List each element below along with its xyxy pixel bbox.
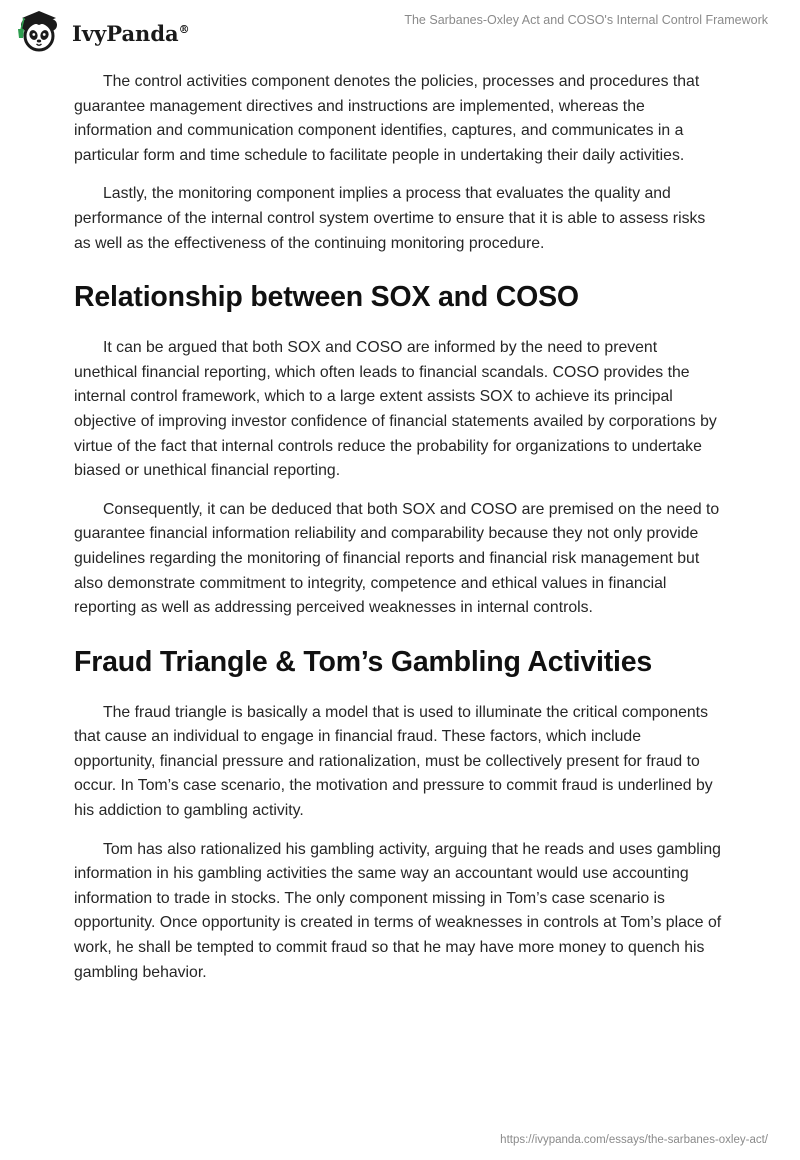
document-title: The Sarbanes-Oxley Act and COSO's Internal Control Framework — [404, 13, 768, 27]
ivypanda-logo[interactable] — [14, 8, 190, 56]
paragraph: Tom has also rationalized his gambling activity, arguing that he reads and uses gambling information in his gambling activities the same way an accountant would use accounting information to trade in stocks. The only component missing in Tom’s case scenario is opportunity. Once opportunity is created in terms of weaknesses in controls at Tom’s place of work, he shall be tempted to commit fraud so that he may have more money to quench his gambling behavior. — [74, 840, 722, 981]
section-heading-sox-coso: Relationship between SOX and COSO — [74, 281, 579, 314]
paragraph: Consequently, it can be deduced that both SOX and COSO are premised on the need to guarantee financial information reliability and comparability because they not only provide guidelines regarding the monitoring of financial reports and financial risk management but also demonstrate commitment to integrity, competence and ethical values in financial reporting as well as addressing perceived weaknesses in internal controls. — [74, 500, 720, 617]
source-url-link[interactable]: https://ivypanda.com/essays/the-sarbanes-oxley-act/ — [500, 1134, 768, 1146]
paragraph: It can be argued that both SOX and COSO are informed by the need to prevent unethical financial reporting, which often leads to financial scandals. COSO provides the internal control framework, which to a large extent assists SOX to achieve its principal objective of improving investor confidence of financial statements availed by corporations by virtue of the fact that internal controls reduce the probability for organizations to undertake biased or unethical financial reporting. — [74, 339, 717, 480]
page-header — [0, 0, 800, 60]
panda-graduate-icon — [14, 8, 66, 56]
paragraph: The control activities component denotes the policies, processes and procedures that guarantee management directives and instructions are implemented, whereas the information and communication component identifies, captures, and communicates in a particular form and time schedule to facilitate people in undertaking their daily activities. — [74, 73, 700, 164]
paragraph: Lastly, the monitoring component implies a process that evaluates the quality and performance of the internal control system overtime to ensure that it is able to assess risks as well as the effectiveness of the continuing monitoring procedure. — [74, 185, 706, 252]
brand-name: IvyPanda® — [72, 20, 190, 46]
essay-body — [74, 70, 724, 999]
paragraph: The fraud triangle is basically a model that is used to illuminate the critical components that cause an individual to engage in financial fraud. These factors, which include opportunity, financial pressure and rationalization, must be collectively present for fraud to occur. In Tom’s case scenario, the motivation and pressure to commit fraud is underlined by his addiction to gambling activity. — [74, 703, 713, 820]
section-heading-fraud-triangle: Fraud Triangle & Tom’s Gambling Activities — [74, 645, 653, 678]
